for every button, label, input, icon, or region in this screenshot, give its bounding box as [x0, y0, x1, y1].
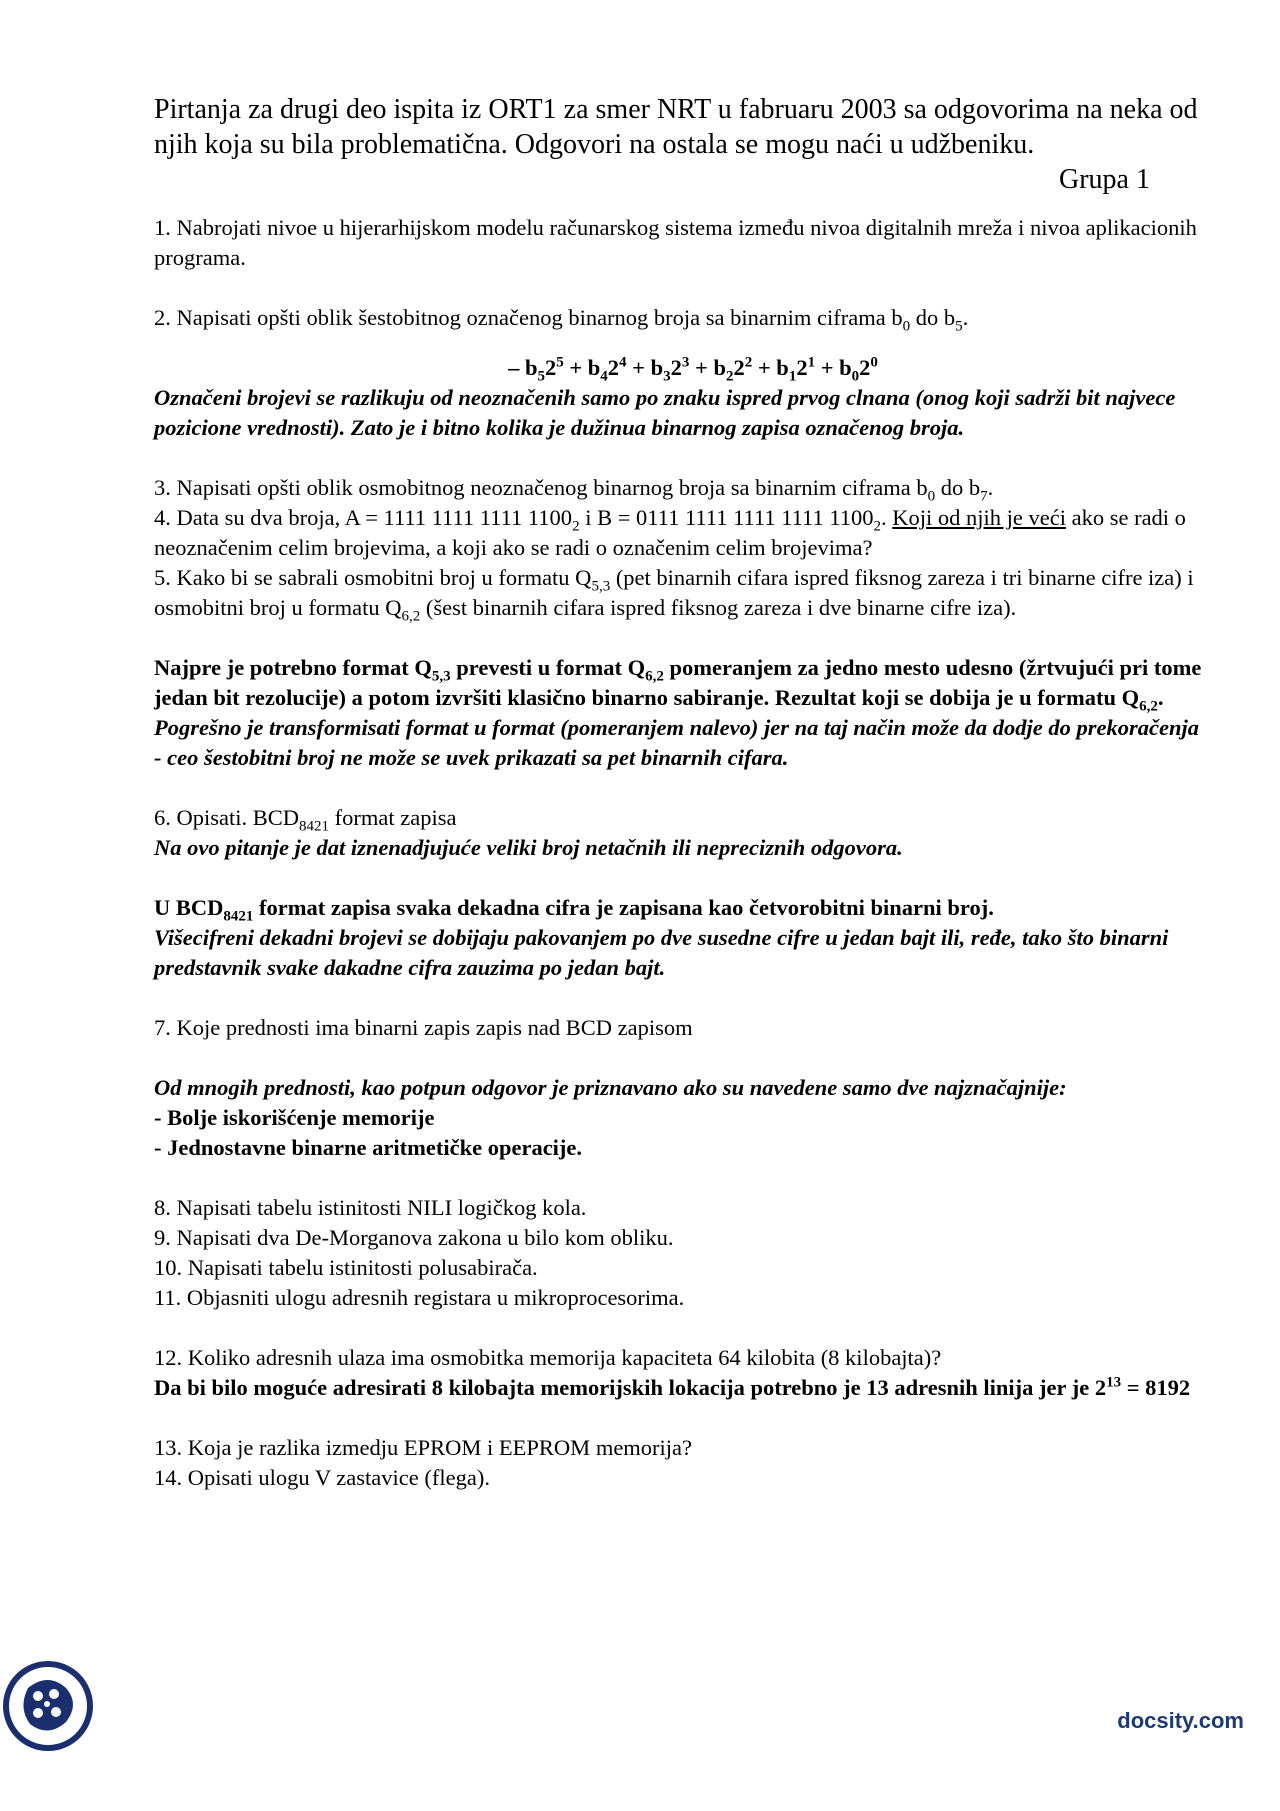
- document-title: Pirtanja za drugi deo ispita iz ORT1 za smer NRT u fabruaru 2003 sa odgovorima na neka od njih koja su bila problematična. Odgovori na ostala se mogu naći u udžbeniku.: [154, 94, 1198, 160]
- answer-7-intro: Od mnogih prednosti, kao potpun odgovor je priznavano ako su navedene samo dve najznačajnije:: [154, 1075, 1067, 1100]
- question-2: 2. Napisati opšti oblik šestobitnog označenog binarnog broja sa binarnim ciframa $b_0$ do $b_5$.: [154, 305, 969, 335]
- answer-2: Označeni brojevi se razlikuju od neoznačenih samo po znaku ispred prvog clnana (onog koji sadrži bit najvece pozicione vrednosti). Zato je i bitno kolika je dužinua binarnog zapisa označenog broja.: [154, 385, 1176, 440]
- answer-7-item-2: - Jednostavne binarne aritmetičke operacije.: [154, 1135, 583, 1160]
- question-13: 13. Koja je razlika izmedju EPROM i EEPROM memorija?: [154, 1435, 693, 1460]
- question-6: 6. Opisati. $BCD_{8421}$ format zapisa: [154, 805, 457, 835]
- question-5: 5. Kako bi se sabrali osmobitni broj u formatu $Q_{5,3}$ (pet binarnih cifara ispred fiksnog zareza i tri binarne cifre iza) i osmobitni broj u formatu $Q_{6,2}$ (šest binarnih cifara ispred fiksnog zareza i dve binarne cifre iza).: [154, 565, 1194, 625]
- question-4-underlined: Koji od njih je veći: [892, 505, 1066, 530]
- document-page: [154, 92, 1204, 1493]
- question-3: 3. Napisati opšti oblik osmobitnog neoznačenog binarnog broja sa binarnim ciframa $b_0$ do $b_7$.: [154, 475, 994, 505]
- answer-6: U $BCD_{8421}$ format zapisa svaka dekadna cifra je zapisana kao četvorobitni binarni broj. Višecifreni dekadni brojevi se dobijaju pakovanjem po dve susedne cifre u jedan bajt ili, ređe, tako što binarni predstavnik svake dakadne cifra zauzima po jedan bajt.: [154, 895, 1169, 980]
- question-9: 9. Napisati dva De-Morganova zakona u bilo kom obliku.: [154, 1225, 674, 1250]
- question-14: 14. Opisati ulogu V zastavice (flega).: [154, 1465, 490, 1490]
- answer-7-item-1: - Bolje iskorišćenje memorije: [154, 1105, 435, 1130]
- question-10: 10. Napisati tabelu istinitosti polusabirača.: [154, 1255, 538, 1280]
- group-heading: Grupa 1: [1059, 164, 1150, 195]
- question-4: 4. Data su dva broja, A = 1111 1111 1111 $1100_2$ i B = 0111 1111 1111 1111 $1100_2$. Koji od njih je veći ako se radi o neoznačenim celim brojevima, a koji ako se radi o označenim celim brojevima?: [154, 505, 1186, 560]
- answer-12: Da bi bilo moguće adresirati 8 kilobajta memorijskih lokacija potrebno je 13 adresnih linija jer je $2^{13} = 8192$: [154, 1374, 1191, 1400]
- answer-6-note: Na ovo pitanje je dat iznenadjujuće veliki broj netačnih ili nepreciznih odgovora.: [154, 835, 903, 860]
- question-8: 8. Napisati tabelu istinitosti NILI logičkog kola.: [154, 1195, 587, 1220]
- question-12: 12. Koliko adresnih ulaza ima osmobitka memorija kapaciteta 64 kilobita (8 kilobajta)?: [154, 1345, 942, 1370]
- question-1: 1. Nabrojati nivoe u hijerarhijskom modelu računarskog sistema između nivoa digitalnih mreža i nivoa aplikacionih programa.: [154, 215, 1197, 270]
- docsity-logo-icon[interactable]: [0, 1658, 96, 1754]
- question-7: 7. Koje prednosti ima binarni zapis zapis nad BCD zapisom: [154, 1015, 693, 1040]
- question-11: 11. Objasniti ulogu adresnih registara u mikroprocesorima.: [154, 1285, 685, 1310]
- binary-formula: – $b_52^5 + b_42^4 + b_32^3 + b_22^2 + b_12^1 + b_02^0$: [508, 354, 878, 385]
- answer-5: Najpre je potrebno format $Q_{5,3}$ prevesti u format $Q_{6,2}$ pomeranjem za jedno mesto udesno (žrtvujući pri tome jedan bit rezolucije) a potom izvršiti klasično binarno sabiranje. Rezultat koji se dobija je u formatu $Q_{6,2}$. Pogrešno je transformisati format u format (pomeranjem nalevo) jer na taj način može da dodje do prekoračenja - ceo šestobitni broj ne može se uvek prikazati sa pet binarnih cifara.: [154, 655, 1202, 770]
- docsity-brand-link[interactable]: docsity.com: [1117, 1708, 1244, 1733]
